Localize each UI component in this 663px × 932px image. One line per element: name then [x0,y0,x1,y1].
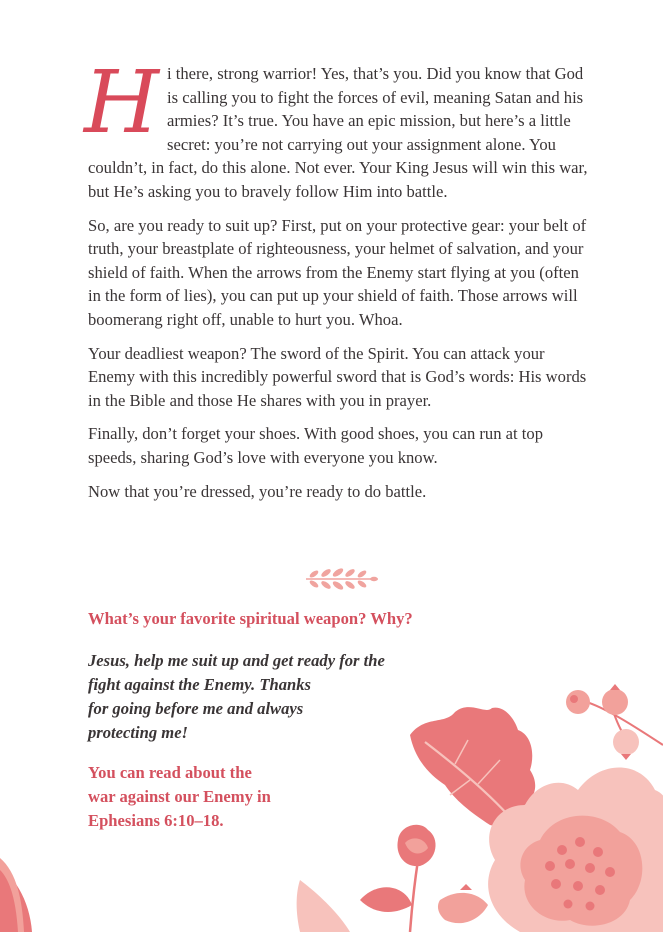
corner-petal-highlight [0,858,24,932]
tulip-bud-icon [360,825,436,932]
paragraph-1-text: i there, strong warrior! Yes, that’s you. Did you know that God is calling you to fight the forces of evil, meaning Satan and his armies? It’s true. You have an epic mission, but here’s a little secret: you’re not carrying out your assignment alone. You couldn’t, in fact, do this alone. Not ever. Your King Jesus will win this war, but He’s asking you to bravely follow Him into battle. [88,64,588,201]
paragraph-3: Your deadliest weapon? The sword of the Spirit. You can attack your Enemy with this incredibly powerful sword that is God’s words: His words in the Bible and those He shares with you in prayer. [88,343,587,410]
prayer-line: Jesus, help me suit up and get ready for the [88,651,385,670]
flower-icon [488,768,663,932]
drop-cap-letter: H [84,53,159,153]
reference-line: war against our Enemy in [88,787,271,806]
body-text [84,53,588,513]
leaf-sprig-icon [300,566,380,592]
prayer-text [88,649,468,745]
berry-sprig-icon [566,684,663,760]
paragraph-2: So, are you ready to suit up? First, put on your protective gear: your belt of truth, your breastplate of righteousness, your helmet of salvation, and your shield of faith. When the arrows from the Enemy start flying at you (often in the form of lies), you can put up your shield of faith. Those arrows will boomerang right off, unable to hurt you. Whoa. [88,215,587,329]
scripture-reference [88,761,348,833]
corner-petal-shape [0,868,32,932]
paragraph-5: Now that you’re dressed, you’re ready to do battle. [88,481,427,501]
paragraph-4: Finally, don’t forget your shoes. With good shoes, you can run at top speeds, sharing God’s love with everyone you know. [88,424,543,467]
reference-line: Ephesians 6:10–18. [88,811,224,830]
prayer-line: fight against the Enemy. Thanks [88,675,311,694]
prayer-line: protecting me! [88,723,189,742]
paragraph-1 [84,53,588,204]
prayer-line: for going before me and always [88,699,304,718]
leaf-icon [297,880,488,932]
reference-line: You can read about the [88,763,252,782]
reflection-question: What’s your favorite spiritual weapon? Why? [88,609,413,628]
